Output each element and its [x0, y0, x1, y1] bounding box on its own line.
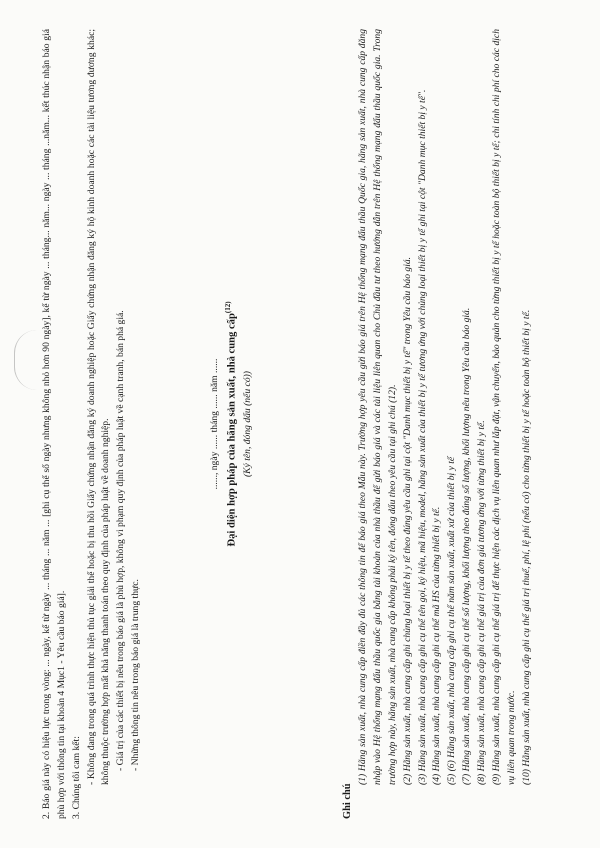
note-item: (4) Hãng sản xuất, nhà cung cấp ghi cụ thể mã HS của từng thiết bị y tế.: [431, 506, 443, 785]
commitment-heading: 3. Chúng tôi cam kết:: [70, 736, 82, 819]
note-item: (8) Hãng sản xuất, nhà cung cấp ghi cụ thể giá trị của đơn giá tương ứng với từng thiết bị y tế.: [476, 420, 487, 785]
signature-block: [208, 29, 256, 819]
signature-title-sup: (12): [223, 301, 232, 314]
note-item: (2) Hãng sản xuất, nhà cung cấp ghi chủng loại thiết bị y tế theo đúng yêu cầu ghi tại cột "Danh mục thiết bị y tế" trong Yêu cầu báo giá.: [401, 256, 413, 785]
commitment-item-2: - Giá trị của các thiết bị nêu trong báo giá là phù hợp, không vi phạm quy định của pháp luật về cạnh tranh, bán phá giá.: [115, 310, 127, 771]
note-item: (10) Hãng sản xuất, nhà cung cấp ghi cụ thể giá trị thuế, phí, lệ phí (nếu có) cho từng thiết bị y tế hoặc toàn bộ thiết bị y tế.: [520, 309, 532, 785]
note-item: (1) Hãng sản xuất, nhà cung cấp điền đầy đủ các thông tin để báo giá theo Mẫu này. Trường hợp yêu cầu gửi báo giá trên Hệ thống mạng đấu thầu Quốc gia, hãng sản xuất, nhà cung cấp đăng nhập vào Hệ thống mạng đấu thầu quốc gia bằng tài khoản của nhà thầu để gửi báo giá và các tài liệu liên quan cho Chủ đầu tư theo hướng dẫn trên Hệ thống mạng đấu thầu quốc gia. Trong trường hợp này, hãng sản xuất, nhà cung cấp không phải ký tên, đóng dấu theo yêu cầu tại ghi chú (12).: [357, 29, 398, 785]
commitment-item-1: - Không đang trong quá trình thực hiện thủ tục giải thể hoặc bị thu hồi Giấy chứng nhận đăng ký doanh nghiệp hoặc Giấy chứng nhận đăng ký hộ kinh doanh hoặc các tài liệu tương đương khác; không thuộc trường hợp mất khả năng thanh toán theo quy định của pháp luật về doanh nghiệp.: [85, 29, 112, 785]
notes-section: [340, 29, 534, 819]
commitment-section: [40, 29, 144, 819]
note-item: (3) Hãng sản xuất, nhà cung cấp ghi cụ thể tên gọi, ký hiệu, mã hiệu, model, hãng sản xuất của thiết bị y tế tương ứng với chủng loại thiết bị y tế ghi tại cột "Danh mục thiết bị y tế".: [416, 89, 428, 785]
margin-mark: [14, 330, 37, 390]
signature-note: (Ký tên, đóng dấu (nếu có)): [241, 370, 253, 478]
signature-title-text: Đại diện hợp pháp của hãng sản xuất, nhà cung cấp: [226, 313, 238, 547]
note-item: (9) Hãng sản xuất, nhà cung cấp ghi cụ thể giá trị để thực hiện các dịch vụ liên quan như lắp đặt, vận chuyển, bảo quản cho từng thiết bị y tế hoặc toàn bộ thiết bị y tế; chi tính chi phí cho các dịch vụ liên quan trong nước.: [490, 29, 517, 785]
note-item: (5) (6) Hãng sản xuất, nhà cung cấp ghi cụ thể năm sản xuất, xuất xứ của thiết bị y tế: [446, 456, 458, 785]
note-item: (7) Hãng sản xuất, nhà cung cấp ghi cụ thể số lượng, khối lượng theo đúng số lượng, khối lượng nêu trong Yêu cầu báo giá.: [461, 307, 473, 785]
rotated-document-sheet: [40, 29, 560, 819]
validity-paragraph: 2. Báo giá này có hiệu lực trong vòng: ... ngày, kể từ ngày ... tháng ... năm ... [ghi cụ thể số ngày nhưng không nhỏ hơn 90 ngày], kể từ ngày ... tháng... năm... ngày ... tháng ...năm... kết thúc nhận báo giá phù hợp với thông tin tại khoản 4 Mục1 - Yêu cầu báo giá].: [41, 29, 67, 819]
signature-title: [223, 29, 241, 819]
signature-date-line: ......, ngày ...... tháng ...... năm ......: [209, 358, 220, 490]
commitment-item-3: - Những thông tin nêu trong báo giá là trung thực.: [130, 579, 142, 771]
notes-heading: Ghi chú: [342, 783, 353, 819]
